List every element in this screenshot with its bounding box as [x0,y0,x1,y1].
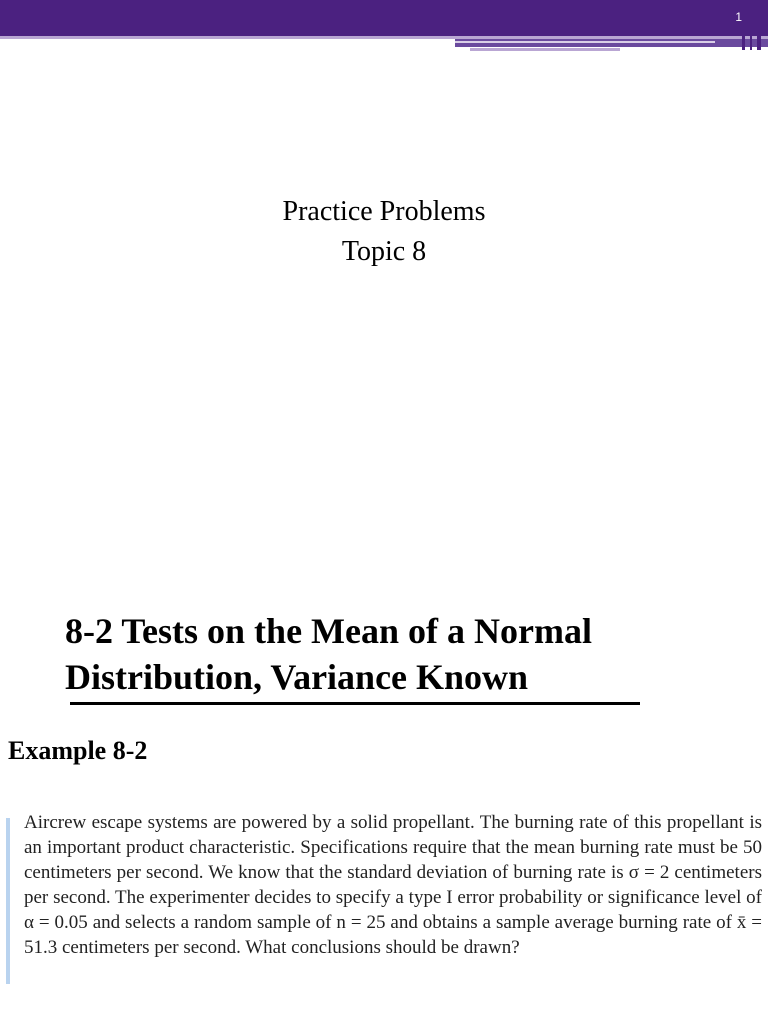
header-bar [0,0,768,36]
slide-number: 1 [735,10,742,24]
header-decor-stripe [742,0,745,50]
slide-title [0,192,768,272]
header-decor-strip [455,41,715,43]
section-heading-line-1: 8-2 Tests on the Mean of a Normal [65,611,592,651]
section-heading [65,608,685,700]
heading-underline [70,702,640,705]
header-decor-stripe [750,0,752,50]
example-label: Example 8-2 [8,736,148,765]
problem-statement: Aircrew escape systems are powered by a solid propellant. The burning rate of this propellant is an important product characteristic. Specifications require that the mean burning rate must be 50 centimeters per second. We know that the standard deviation of burning rate is σ = 2 centimeters per second. The experimenter decides to specify a type I error probability or significance level of α = 0.05 and selects a random sample of n = 25 and obtains a sample average burning rate of x̄ = 51.3 centimeters per second. What conclusions should be drawn? [24,812,762,958]
section-heading-line-2: Distribution, Variance Known [65,657,529,697]
title-line-1: Practice Problems [282,196,486,227]
header-decor-strip-lower [470,48,620,51]
title-line-2: Topic 8 [341,236,427,267]
header-decor-stripe [757,0,761,50]
quote-bar [6,818,10,984]
